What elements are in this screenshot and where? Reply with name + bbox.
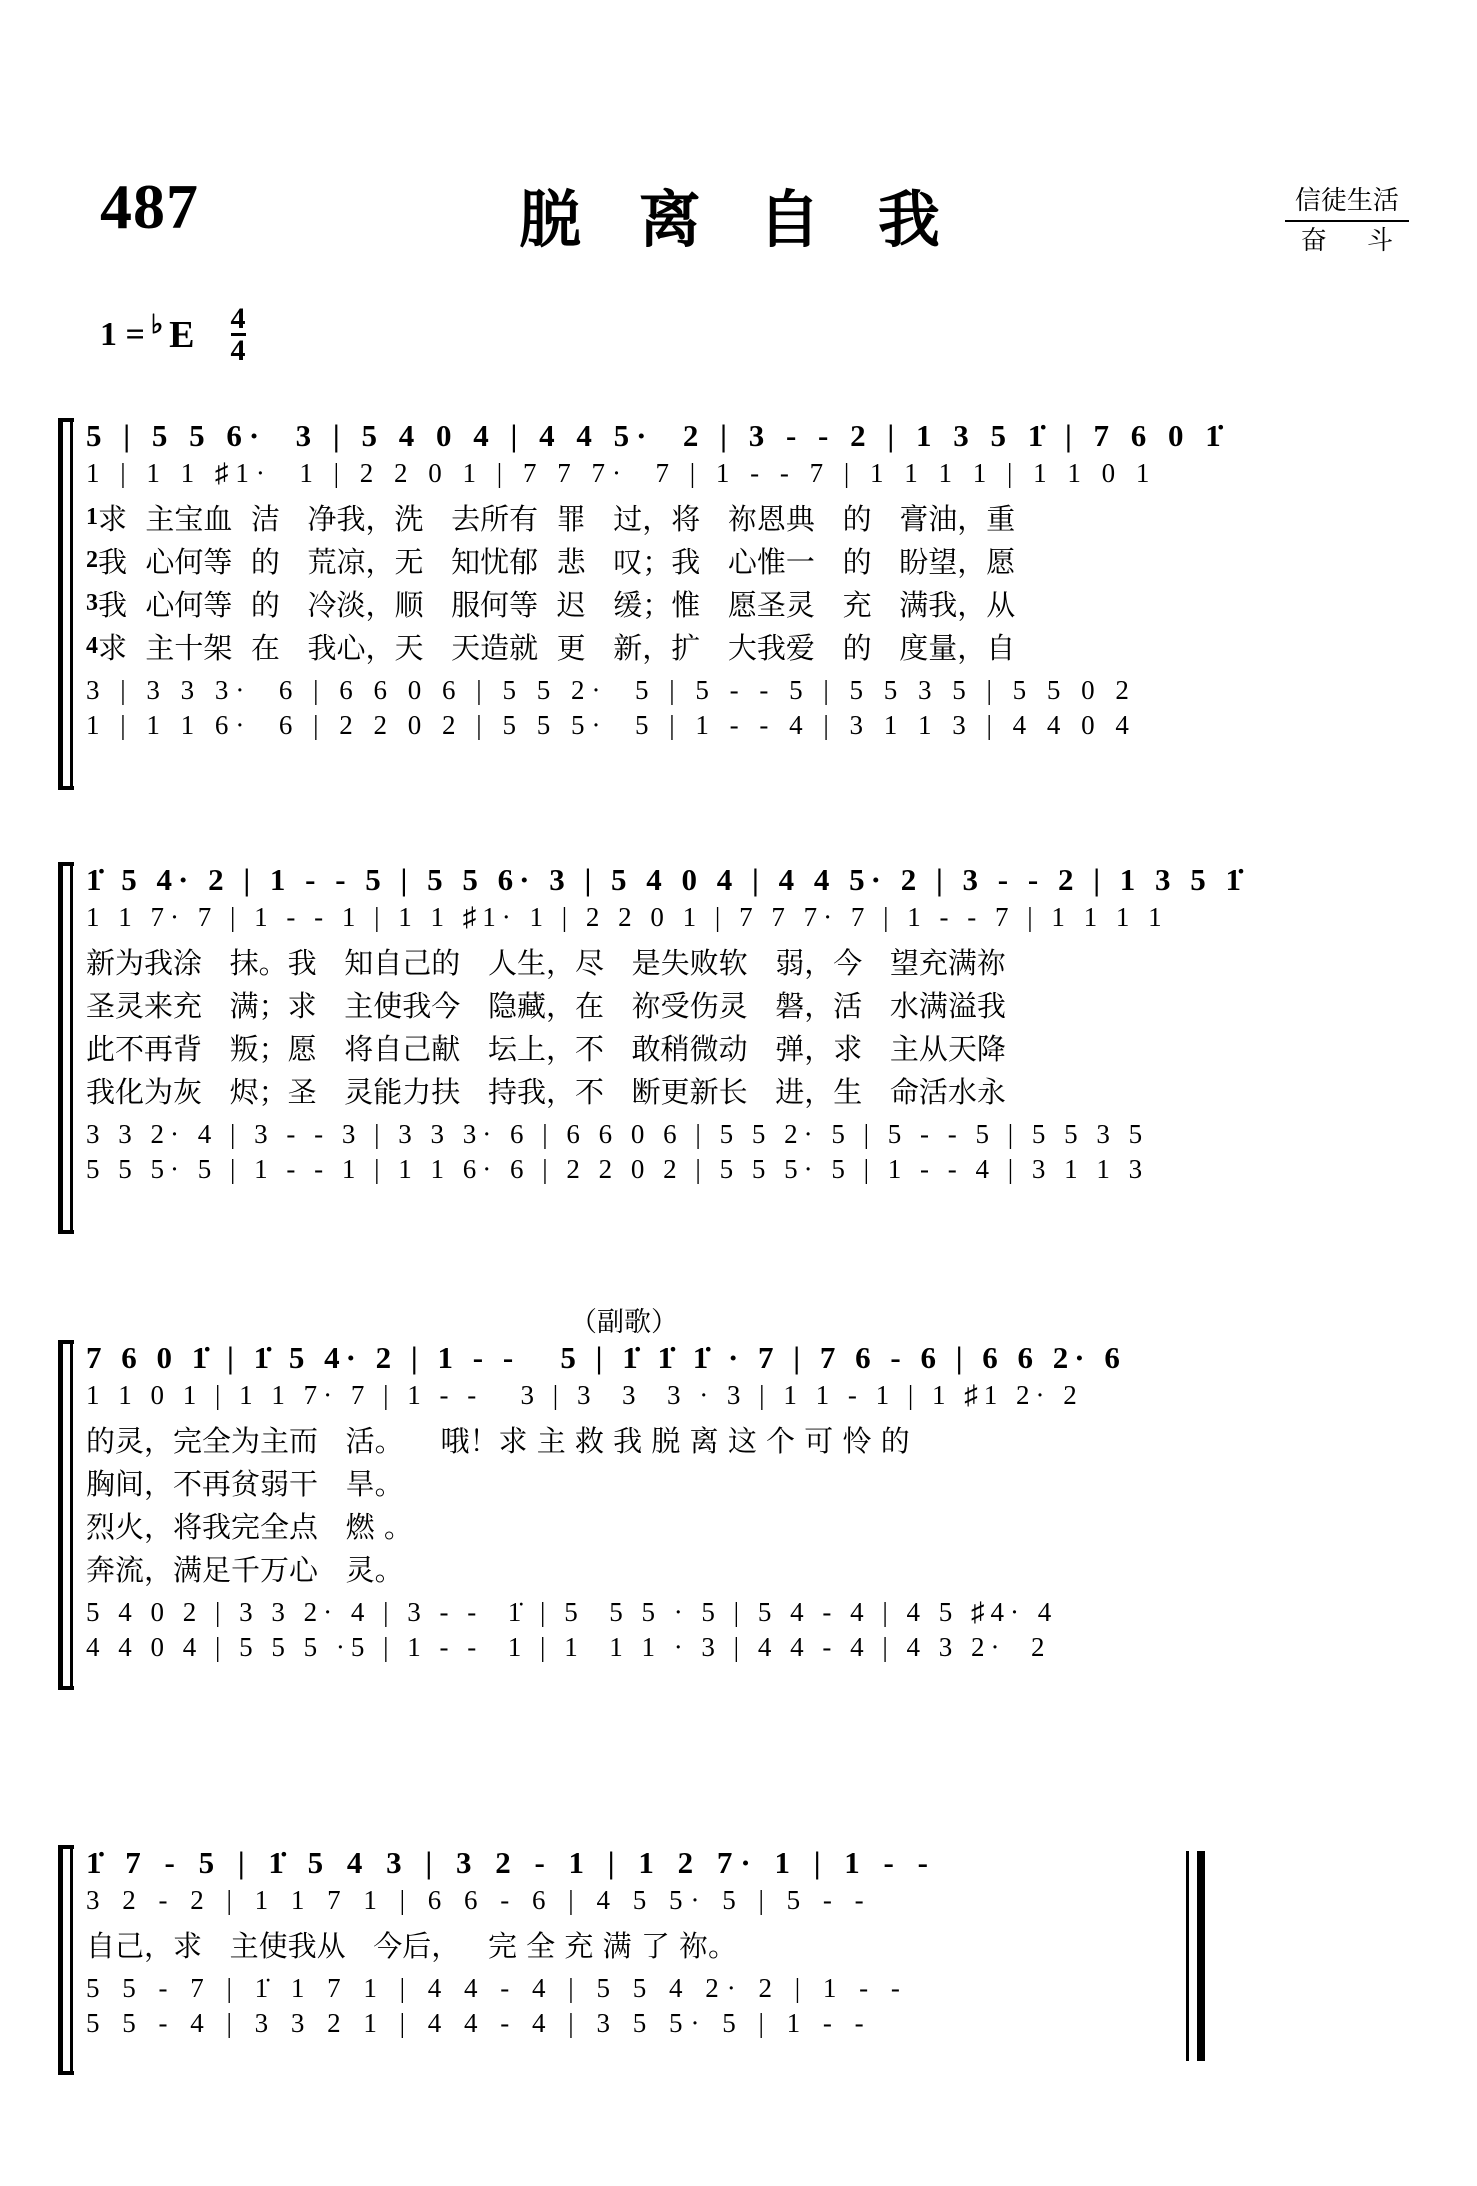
lyric-text: 自己，求 主使我从 今后， 完 全 充 满 了 祢。 (86, 1929, 738, 1963)
lyric-row (86, 1462, 1406, 1503)
lyric-row (86, 540, 1406, 581)
hymn-category (1285, 185, 1409, 257)
system-brace (56, 862, 82, 1234)
verse-number: 1 (86, 504, 98, 530)
tenor-line: 3 3 2· 4 | 3 - - 3 | 3 3 3· 6 | 6 6 0 6 | 5 5 2· 5 | 5 - - 5 | 5 5 3 5 (86, 1119, 1149, 1149)
melody-line: 7 6 0 1̇ | 1̇ 5 4· 2 | 1 - - 5 | 1̇ 1̇ 1̇ · 7 | 7 6 - 6 | 6 6 2· 6 (86, 1340, 1126, 1375)
lyric-text: 我 心何等 的 荒凉，无 知忧郁 悲 叹；我 心惟一 的 盼望，愿 (98, 545, 1016, 579)
time-signature-numerator: 4 (230, 302, 246, 335)
bass-line: 5 5 5· 5 | 1 - - 1 | 1 1 6· 6 | 2 2 0 2 | 5 5 5· 5 | 1 - - 4 | 3 1 1 3 (86, 1154, 1149, 1184)
final-barline (1186, 1851, 1205, 2061)
system-brace (56, 418, 82, 790)
key-signature (100, 302, 246, 367)
bass-line: 4 4 0 4 | 5 5 5 ·5 | 1 - - 1 | 1 1 1 · 3 | 4 4 - 4 | 4 3 2· 2 (86, 1632, 1051, 1662)
tenor-line: 3 | 3 3 3· 6 | 6 6 0 6 | 5 5 2· 5 | 5 - - 5 | 5 5 3 5 | 5 5 0 2 (86, 675, 1136, 705)
alto-line: 1 1 0 1 | 1 1 7· 7 | 1 - - 3 | 3 3 3 · 3 | 1 1 - 1 | 1 ♯1 2· 2 (86, 1380, 1083, 1410)
lyric-text: 新为我涂 抹。我 知自己的 人生，尽 是失败软 弱，今 望充满祢 (86, 946, 1006, 980)
system-brace (56, 1845, 82, 2075)
system-brace (56, 1340, 82, 1690)
chorus-label: （副歌） (570, 1307, 678, 1338)
music-system-3 (56, 1340, 1426, 1690)
lyric-text: 圣灵来充 满；求 主使我今 隐藏，在 祢受伤灵 磐，活 水满溢我 (86, 989, 1006, 1023)
category-line-1: 信徒生活 (1294, 186, 1399, 216)
alto-line: 1 1 7· 7 | 1 - - 1 | 1 1 ♯1· 1 | 2 2 0 1 | 7 7 7· 7 | 1 - - 7 | 1 1 1 1 (86, 902, 1168, 932)
bass-line: 1 | 1 1 6· 6 | 2 2 0 2 | 5 5 5· 5 | 1 - - 4 | 3 1 1 3 | 4 4 0 4 (86, 710, 1136, 740)
lyric-row (86, 1027, 1406, 1068)
verse-number: 4 (86, 633, 98, 659)
lyric-text: 我 心何等 的 冷淡，顺 服何等 迟 缓；惟 愿圣灵 充 满我，从 (98, 588, 1016, 622)
lyric-text: 烈火，将我完全点 燃 。 (86, 1510, 413, 1544)
verse-number: 2 (86, 547, 98, 573)
lyric-row (86, 941, 1406, 982)
lyric-text: 求 主十架 在 我心，天 天造就 更 新，扩 大我爱 的 度量，自 (98, 631, 1016, 665)
lyric-text: 的灵，完全为主而 活。 哦！求 主 救 我 脱 离 这 个 可 怜 的 (86, 1424, 910, 1458)
system-staff (86, 1845, 1196, 2039)
melody-line: 1̇ 7 - 5 | 1̇ 5 4 3 | 3 2 - 1 | 1 2 7· 1 | 1 - - (86, 1845, 936, 1880)
system-staff (86, 418, 1406, 741)
flat-symbol: ♭ (150, 309, 164, 339)
tenor-line: 5 5 - 7 | 1̇ 1 7 1 | 4 4 - 4 | 5 5 4 2· 2 | 1 - - (86, 1973, 908, 2003)
tenor-line: 5 4 0 2 | 3 3 2· 4 | 3 - - 1̇ | 5 5 5 · 5 | 5 4 - 4 | 4 5 ♯4· 4 (86, 1597, 1058, 1627)
alto-line: 3 2 - 2 | 1 1 7 1 | 6 6 - 6 | 4 5 5· 5 | 5 - - (86, 1885, 872, 1915)
bass-line: 5 5 - 4 | 3 3 2 1 | 4 4 - 4 | 3 5 5· 5 | 1 - - (86, 2008, 872, 2038)
time-signature (230, 302, 246, 367)
lyric-row (86, 497, 1406, 538)
key-letter: E (169, 313, 195, 356)
lyric-row (86, 1924, 1196, 1965)
music-system-2 (56, 862, 1426, 1234)
page-title: 脱 离 自 我 (519, 183, 958, 256)
lyric-row (86, 1070, 1406, 1111)
lyric-text: 奔流，满足千万心 灵。 (86, 1553, 404, 1587)
alto-line: 1 | 1 1 ♯1· 1 | 2 2 0 1 | 7 7 7· 7 | 1 - - 7 | 1 1 1 1 | 1 1 0 1 (86, 458, 1157, 488)
lyric-row (86, 1419, 1406, 1460)
system-staff (86, 862, 1406, 1185)
key-prefix: 1 = (100, 315, 145, 353)
melody-line: 1̇ 5 4· 2 | 1 - - 5 | 5 5 6· 3 | 5 4 0 4 | 4 4 5· 2 | 3 - - 2 | 1 3 5 1̇ (86, 862, 1248, 897)
lyric-text: 求 主宝血 洁 净我，洗 去所有 罪 过，将 祢恩典 的 膏油，重 (98, 502, 1016, 536)
time-signature-denominator: 4 (230, 333, 246, 367)
lyric-row (86, 583, 1406, 624)
music-system-1 (56, 418, 1426, 790)
lyric-row (86, 984, 1406, 1025)
music-system-4 (56, 1845, 1216, 2075)
verse-number: 3 (86, 590, 98, 616)
lyric-text: 我化为灰 烬；圣 灵能力扶 持我，不 断更新长 进，生 命活水永 (86, 1075, 1006, 1109)
system-staff (86, 1340, 1406, 1663)
lyric-text: 胸间，不再贫弱干 旱。 (86, 1467, 404, 1501)
lyric-row (86, 626, 1406, 667)
lyric-row (86, 1505, 1406, 1546)
lyric-text: 此不再背 叛；愿 将自己献 坛上，不 敢稍微动 弹，求 主从天降 (86, 1032, 1006, 1066)
lyric-row (86, 1548, 1406, 1589)
hymn-number: 487 (100, 171, 199, 242)
category-line-2: 奋 斗 (1300, 225, 1409, 256)
melody-line: 5 | 5 5 6· 3 | 5 4 0 4 | 4 4 5· 2 | 3 - - 2 | 1 3 5 1̇ | 7 6 0 1̇ (86, 418, 1228, 453)
